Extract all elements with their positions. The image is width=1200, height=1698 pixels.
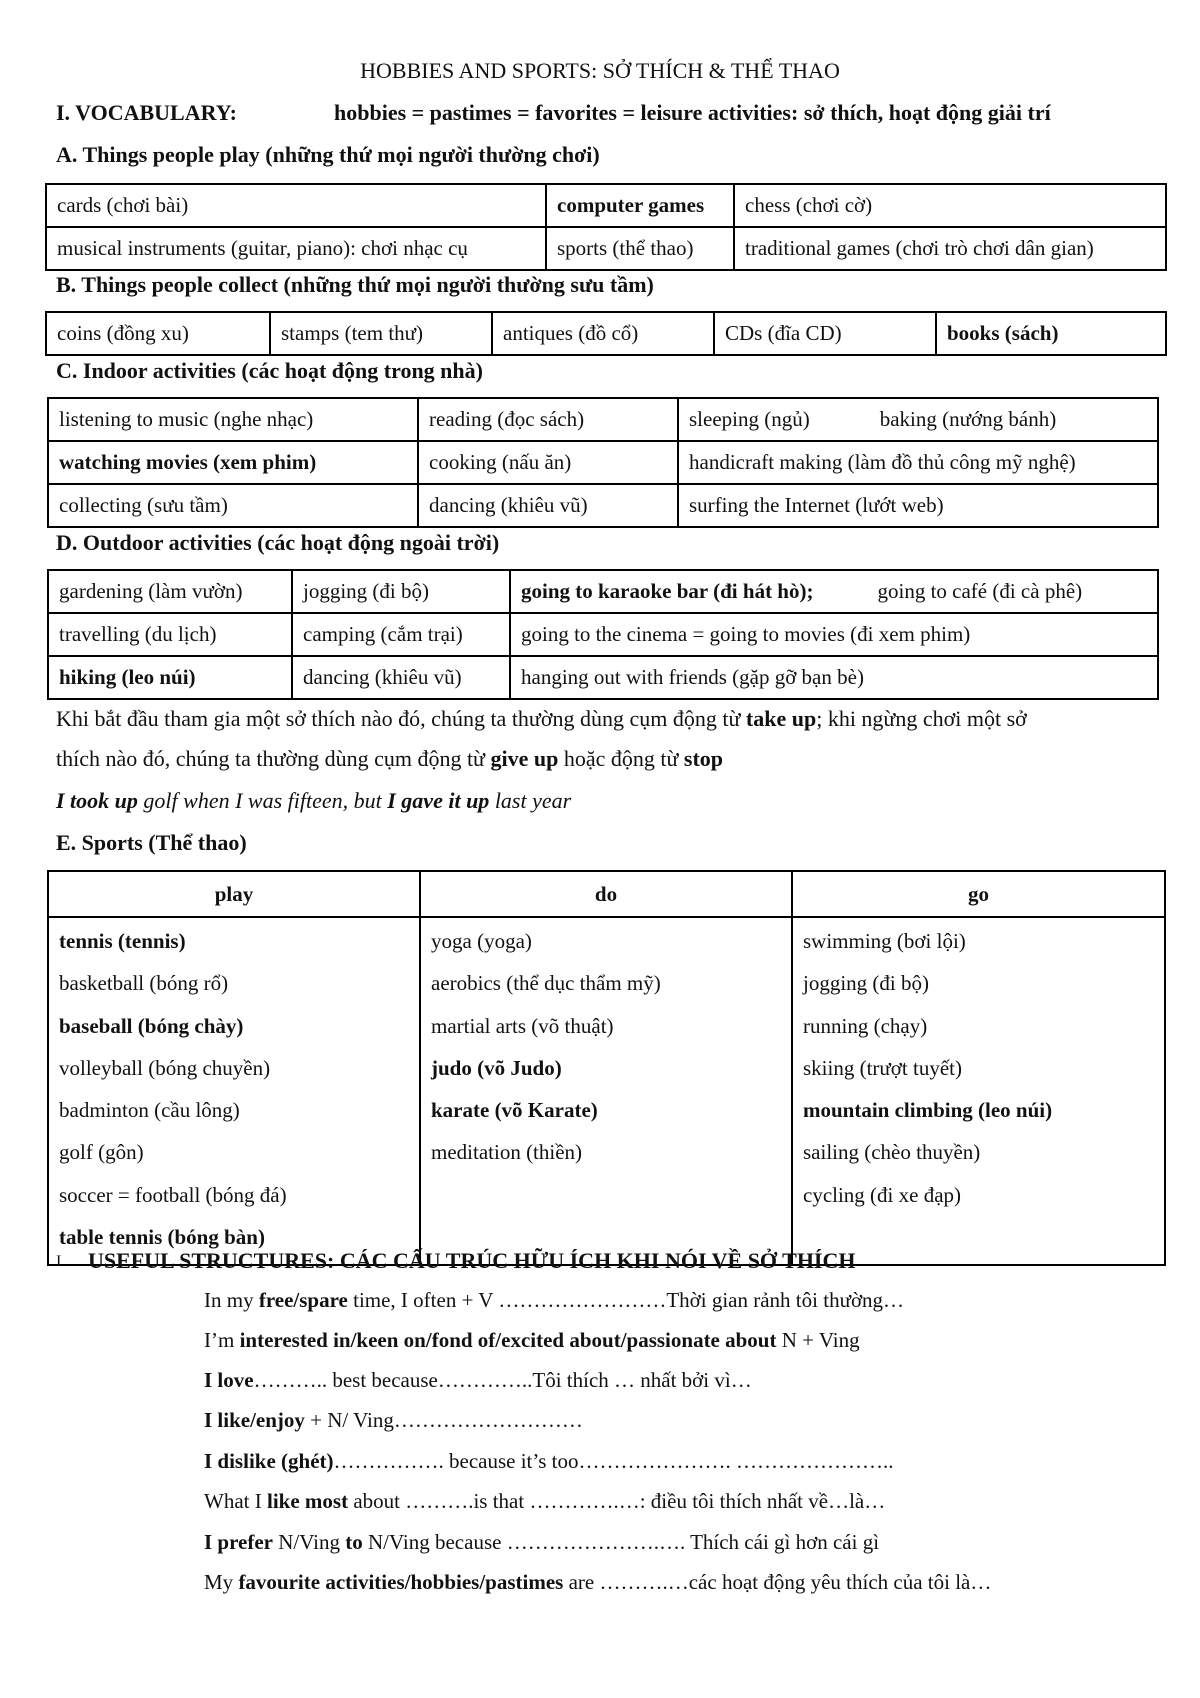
structure-2 bbox=[204, 1328, 860, 1353]
text: interested in/keen on/fond of/excited about/passionate about bbox=[239, 1328, 777, 1352]
table-row bbox=[48, 570, 1158, 613]
table-cell: traditional games (chơi trò chơi dân gian) bbox=[734, 227, 1166, 270]
do-column bbox=[420, 917, 792, 1265]
text: I gave it up bbox=[387, 788, 490, 813]
column-header-go: go bbox=[792, 871, 1165, 917]
table-cell: cards (chơi bài) bbox=[46, 184, 546, 227]
text: I love bbox=[204, 1368, 254, 1392]
text: I prefer bbox=[204, 1530, 273, 1554]
list-item: aerobics (thể dục thẩm mỹ) bbox=[431, 971, 661, 996]
phrasal-line-1 bbox=[56, 706, 1027, 732]
table-cell: books (sách) bbox=[936, 312, 1166, 355]
text: last year bbox=[489, 788, 572, 813]
table-cell: stamps (tem thư) bbox=[270, 312, 492, 355]
list-item: golf (gôn) bbox=[59, 1140, 144, 1165]
list-item: cycling (đi xe đạp) bbox=[803, 1182, 962, 1207]
table-row bbox=[48, 441, 1158, 484]
play-column bbox=[48, 917, 420, 1265]
table-row bbox=[46, 227, 1166, 270]
table-cell: CDs (đĩa CD) bbox=[714, 312, 936, 355]
text: I like/enjoy bbox=[204, 1408, 305, 1432]
table-header-row bbox=[48, 871, 1165, 917]
vocabulary-heading: I. VOCABULARY: bbox=[56, 100, 237, 125]
text: about ……….is that ………….…: điều tôi thích nhất về…là… bbox=[348, 1489, 886, 1513]
table-cell: musical instruments (guitar, piano): chơi nhạc cụ bbox=[46, 227, 546, 270]
text: My bbox=[204, 1570, 239, 1594]
text: like most bbox=[266, 1489, 349, 1513]
text: ……….. best because…………..Tôi thích … nhất bởi vì… bbox=[253, 1368, 752, 1392]
table-cell: reading (đọc sách) bbox=[418, 398, 678, 441]
phrasal-line-2 bbox=[56, 746, 723, 772]
list-item: sailing (chèo thuyền) bbox=[803, 1140, 981, 1165]
text: ……………. because it’s too…………………. ………………….. bbox=[333, 1449, 894, 1473]
give-up-term: give up bbox=[490, 746, 559, 771]
table-cell: surfing the Internet (lướt web) bbox=[678, 484, 1158, 527]
table-row bbox=[48, 613, 1158, 656]
table-cell: sports (thể thao) bbox=[546, 227, 734, 270]
list-item: martial arts (võ thuật) bbox=[431, 1013, 614, 1038]
list-item: karate (võ Karate) bbox=[431, 1098, 598, 1123]
table-cell: dancing (khiêu vũ) bbox=[418, 484, 678, 527]
text: In my bbox=[204, 1288, 259, 1312]
table-cell: collecting (sưu tầm) bbox=[48, 484, 418, 527]
cell-text: baking (nướng bánh) bbox=[879, 407, 1057, 431]
text: thích nào đó, chúng ta thường dùng cụm động từ bbox=[56, 746, 491, 771]
list-item: volleyball (bóng chuyền) bbox=[59, 1055, 271, 1080]
column-header-play: play bbox=[48, 871, 420, 917]
text: to bbox=[345, 1530, 363, 1554]
structure-3 bbox=[204, 1368, 752, 1393]
structures-heading: USEFUL STRUCTURES: CÁC CẤU TRÚC HỮU ÍCH KHI NÓI VỀ SỞ THÍCH bbox=[88, 1248, 856, 1273]
sports-table bbox=[47, 870, 1166, 1266]
structure-7 bbox=[204, 1530, 879, 1555]
list-item: baseball (bóng chày) bbox=[59, 1013, 244, 1038]
take-up-term: take up bbox=[745, 706, 817, 731]
stop-term: stop bbox=[683, 746, 724, 771]
page-title: HOBBIES AND SPORTS: SỞ THÍCH & THỂ THAO bbox=[360, 58, 840, 83]
text: time, I often + V ……………………Thời gian rảnh tôi thường… bbox=[347, 1288, 905, 1312]
structure-1 bbox=[204, 1288, 904, 1313]
list-item: tennis (tennis) bbox=[59, 929, 186, 953]
table-cell: listening to music (nghe nhạc) bbox=[48, 398, 418, 441]
list-item: yoga (yoga) bbox=[431, 929, 532, 953]
list-item: meditation (thiền) bbox=[431, 1140, 583, 1165]
table-cell: coins (đồng xu) bbox=[46, 312, 270, 355]
table-cell: jogging (đi bộ) bbox=[292, 570, 510, 613]
list-item: judo (võ Judo) bbox=[431, 1055, 562, 1080]
text: golf when I was fifteen, but bbox=[137, 788, 388, 813]
section-b-table bbox=[45, 311, 1167, 356]
section-d-heading: D. Outdoor activities (các hoạt động ngoài trời) bbox=[56, 530, 500, 555]
table-cell: dancing (khiêu vũ) bbox=[292, 656, 510, 699]
structure-6 bbox=[204, 1489, 885, 1514]
section-a-table bbox=[45, 183, 1167, 271]
text: ; khi ngừng chơi một sở bbox=[816, 706, 1027, 731]
cell-text: going to café (đi cà phê) bbox=[877, 579, 1083, 603]
text: Khi bắt đầu tham gia một sở thích nào đó, chúng ta thường dùng cụm động từ bbox=[56, 706, 746, 731]
table-cell: handicraft making (làm đồ thủ công mỹ nghệ) bbox=[678, 441, 1158, 484]
list-item: basketball (bóng rổ) bbox=[59, 971, 229, 996]
section-e-heading: E. Sports (Thể thao) bbox=[56, 830, 247, 855]
table-cell: cooking (nấu ăn) bbox=[418, 441, 678, 484]
table-cell: going to the cinema = going to movies (đi xem phim) bbox=[510, 613, 1158, 656]
table-row bbox=[46, 184, 1166, 227]
text: N + Ving bbox=[776, 1328, 860, 1352]
section-a-heading: A. Things people play (những thứ mọi người thường chơi) bbox=[56, 142, 600, 167]
list-item: table tennis (bóng bàn) bbox=[59, 1225, 265, 1250]
column-header-do: do bbox=[420, 871, 792, 917]
structure-5 bbox=[204, 1449, 893, 1474]
table-cell: camping (cắm trại) bbox=[292, 613, 510, 656]
text: + N/ Ving……………………… bbox=[304, 1408, 583, 1432]
section-c-table bbox=[47, 397, 1159, 528]
list-item: skiing (trượt tuyết) bbox=[803, 1055, 962, 1080]
text: N/Ving because ………………….…. Thích cái gì hơn cái gì bbox=[362, 1530, 880, 1554]
table-cell bbox=[510, 570, 1158, 613]
phrasal-example bbox=[56, 788, 571, 814]
go-column bbox=[792, 917, 1165, 1265]
table-row bbox=[48, 484, 1158, 527]
table-cell: hiking (leo núi) bbox=[48, 656, 292, 699]
section-b-heading: B. Things people collect (những thứ mọi người thường sưu tầm) bbox=[56, 272, 654, 297]
text: hoặc động từ bbox=[558, 746, 684, 771]
text: I took up bbox=[56, 788, 138, 813]
list-item: running (chạy) bbox=[803, 1013, 928, 1038]
table-row bbox=[48, 917, 1165, 1265]
table-cell: antiques (đồ cổ) bbox=[492, 312, 714, 355]
structure-8 bbox=[204, 1570, 991, 1595]
text: are ……….…các hoạt động yêu thích của tôi là… bbox=[563, 1570, 992, 1594]
list-item: soccer = football (bóng đá) bbox=[59, 1182, 287, 1207]
table-cell: computer games bbox=[546, 184, 734, 227]
list-item: mountain climbing (leo núi) bbox=[803, 1098, 1053, 1123]
table-cell: watching movies (xem phim) bbox=[48, 441, 418, 484]
section-d-table bbox=[47, 569, 1159, 700]
table-cell: travelling (du lịch) bbox=[48, 613, 292, 656]
text: free/spare bbox=[258, 1288, 348, 1312]
table-row bbox=[48, 398, 1158, 441]
table-row bbox=[48, 656, 1158, 699]
cell-text: sleeping (ngủ) bbox=[689, 407, 810, 431]
list-item: badminton (cầu lông) bbox=[59, 1098, 240, 1123]
table-cell: gardening (làm vườn) bbox=[48, 570, 292, 613]
structure-4 bbox=[204, 1408, 583, 1433]
text: I dislike (ghét) bbox=[204, 1449, 334, 1473]
text: What I bbox=[204, 1489, 267, 1513]
table-cell: hanging out with friends (gặp gỡ bạn bè) bbox=[510, 656, 1158, 699]
cell-text: going to karaoke bar (đi hát hò); bbox=[521, 579, 814, 603]
vocabulary-definition: hobbies = pastimes = favorites = leisure activities: sở thích, hoạt động giải trí bbox=[334, 100, 1051, 125]
list-item: jogging (đi bộ) bbox=[803, 971, 929, 996]
table-row bbox=[46, 312, 1166, 355]
text: favourite activities/hobbies/pastimes bbox=[238, 1570, 564, 1594]
list-marker: I bbox=[56, 1253, 62, 1270]
section-c-heading: C. Indoor activities (các hoạt động trong nhà) bbox=[56, 358, 483, 383]
text: N/Ving bbox=[273, 1530, 346, 1554]
table-cell: chess (chơi cờ) bbox=[734, 184, 1166, 227]
table-cell bbox=[678, 398, 1158, 441]
text: I’m bbox=[204, 1328, 240, 1352]
list-item: swimming (bơi lội) bbox=[803, 929, 966, 953]
